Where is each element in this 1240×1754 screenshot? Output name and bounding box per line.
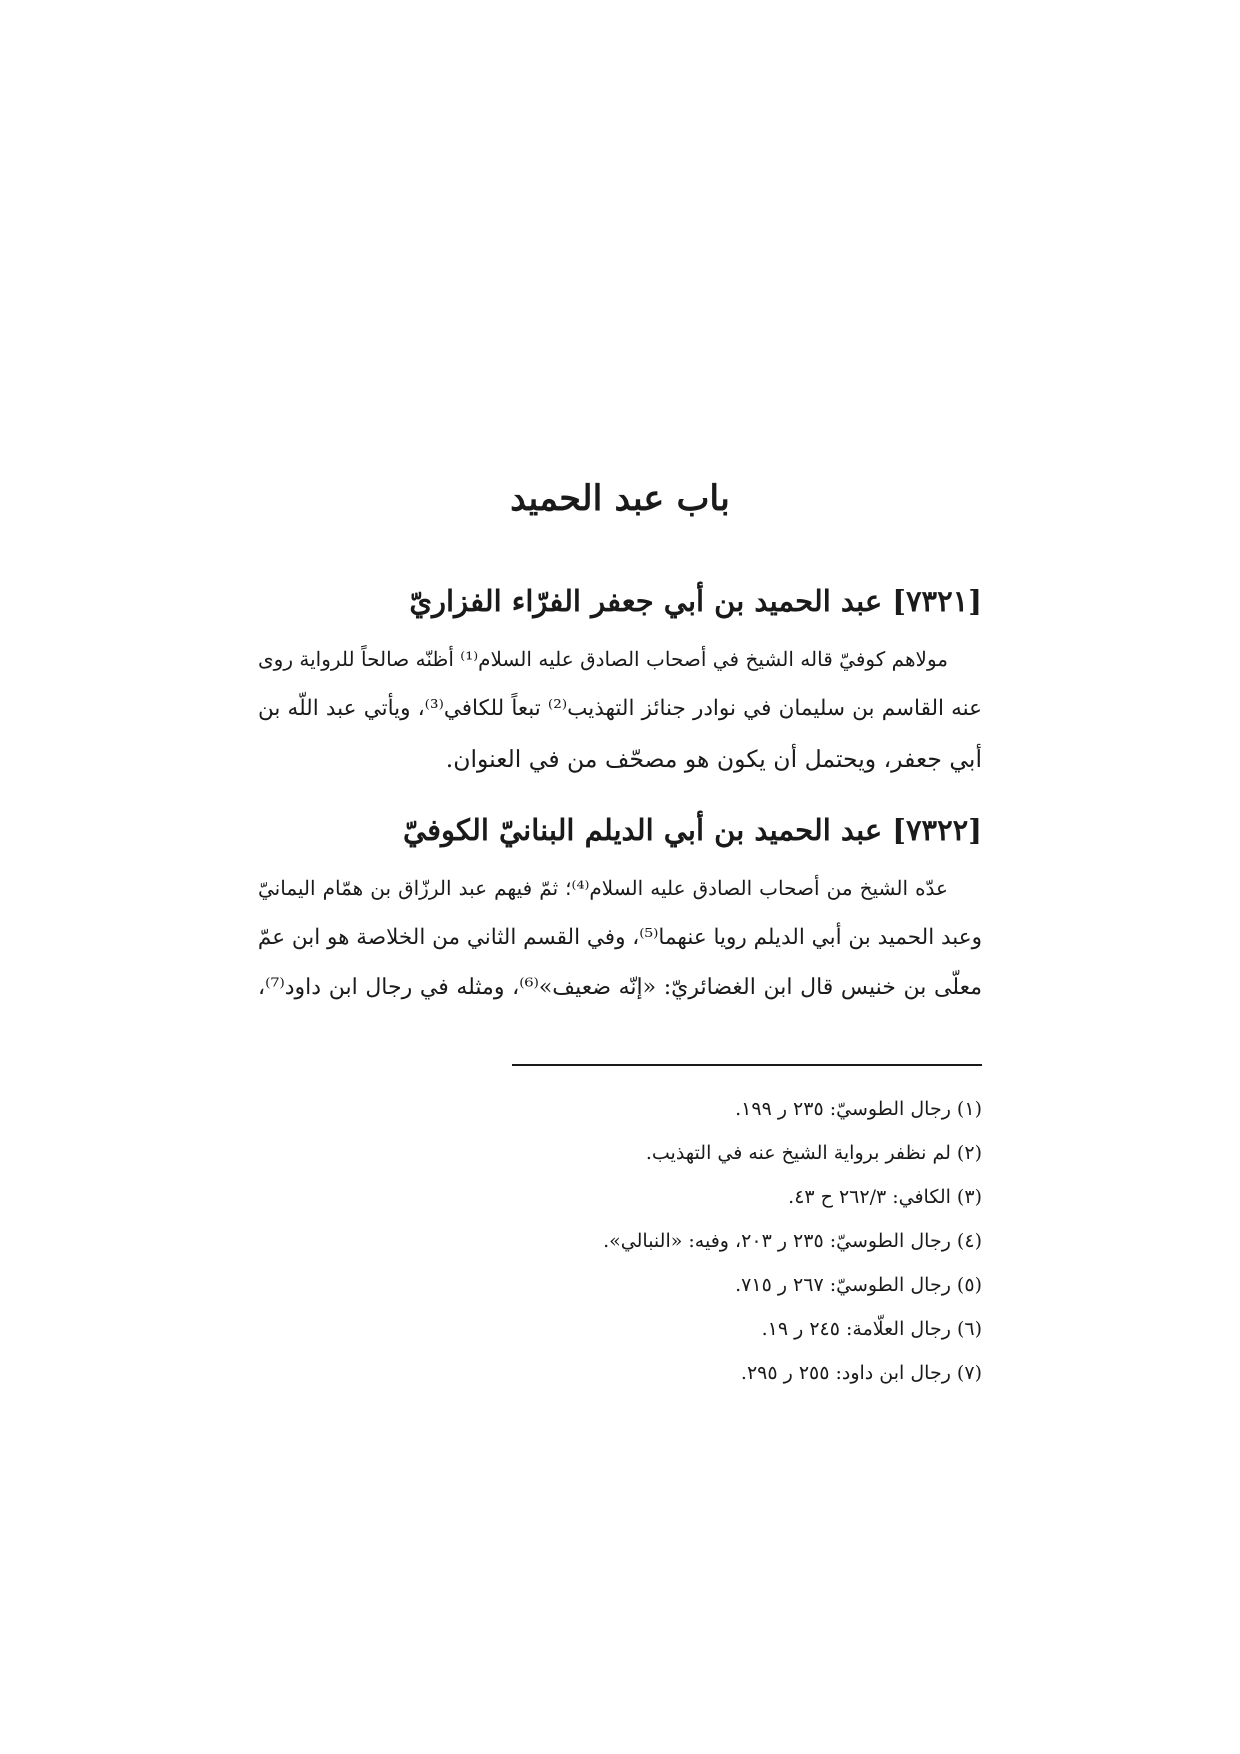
chapter-title: باب عبد الحميد xyxy=(510,478,730,519)
footnote-divider xyxy=(512,1064,982,1066)
entry-body xyxy=(258,863,982,1013)
footnote: (٥) رجال الطوسيّ: ٢٦٧ ر ٧١٥. xyxy=(735,1274,982,1296)
entry-heading: [٧٣٢١] عبد الحميد بن أبي جعفر الفرّاء الفزاريّ xyxy=(409,584,982,618)
body-line: وعبد الحميد بن أبي الديلم رويا عنهما⁽⁵⁾، وفي القسم الثاني من الخلاصة هو ابن عمّ xyxy=(258,925,982,950)
entry-body xyxy=(258,634,982,784)
body-line: أبي جعفر، ويحتمل أن يكون هو مصحّف من في العنوان. xyxy=(445,745,982,773)
footnote: (٣) الكافي: ٢٦٢/٣ ح ٤٣. xyxy=(788,1186,982,1208)
footnote: (٧) رجال ابن داود: ٢٥٥ ر ٢٩٥. xyxy=(740,1362,982,1384)
footnote: (٤) رجال الطوسيّ: ٢٣٥ ر ٢٠٣، وفيه: «النبالي». xyxy=(603,1230,982,1252)
entry-7321 xyxy=(258,578,982,784)
body-line: عنه القاسم بن سليمان في نوادر جنائز التهذيب⁽²⁾ تبعاً للكافي⁽³⁾، ويأتي عبد اللّه بن xyxy=(258,696,982,721)
footnotes xyxy=(258,1087,982,1395)
footnote: (١) رجال الطوسيّ: ٢٣٥ ر ١٩٩. xyxy=(735,1098,982,1120)
body-line: عدّه الشيخ من أصحاب الصادق عليه السلام⁽⁴⁾؛ ثمّ فيهم عبد الرزّاق بن همّام اليمانيّ xyxy=(258,876,948,900)
entry-heading: [٧٣٢٢] عبد الحميد بن أبي الديلم البنانيّ الكوفيّ xyxy=(402,813,982,847)
body-line: معلّى بن خنيس قال ابن الغضائريّ: «إنّه ضعيف»⁽⁶⁾، ومثله في رجال ابن داود⁽⁷⁾، xyxy=(258,975,982,1000)
footnote: (٢) لم نظفر برواية الشيخ عنه في التهذيب. xyxy=(645,1142,982,1164)
body-line: مولاهم كوفيّ قاله الشيخ في أصحاب الصادق عليه السلام⁽¹⁾ أظنّه صالحاً للرواية روى xyxy=(258,647,948,671)
entry-7322 xyxy=(258,807,982,1013)
footnote: (٦) رجال العلّامة: ٢٤٥ ر ١٩. xyxy=(761,1318,982,1340)
